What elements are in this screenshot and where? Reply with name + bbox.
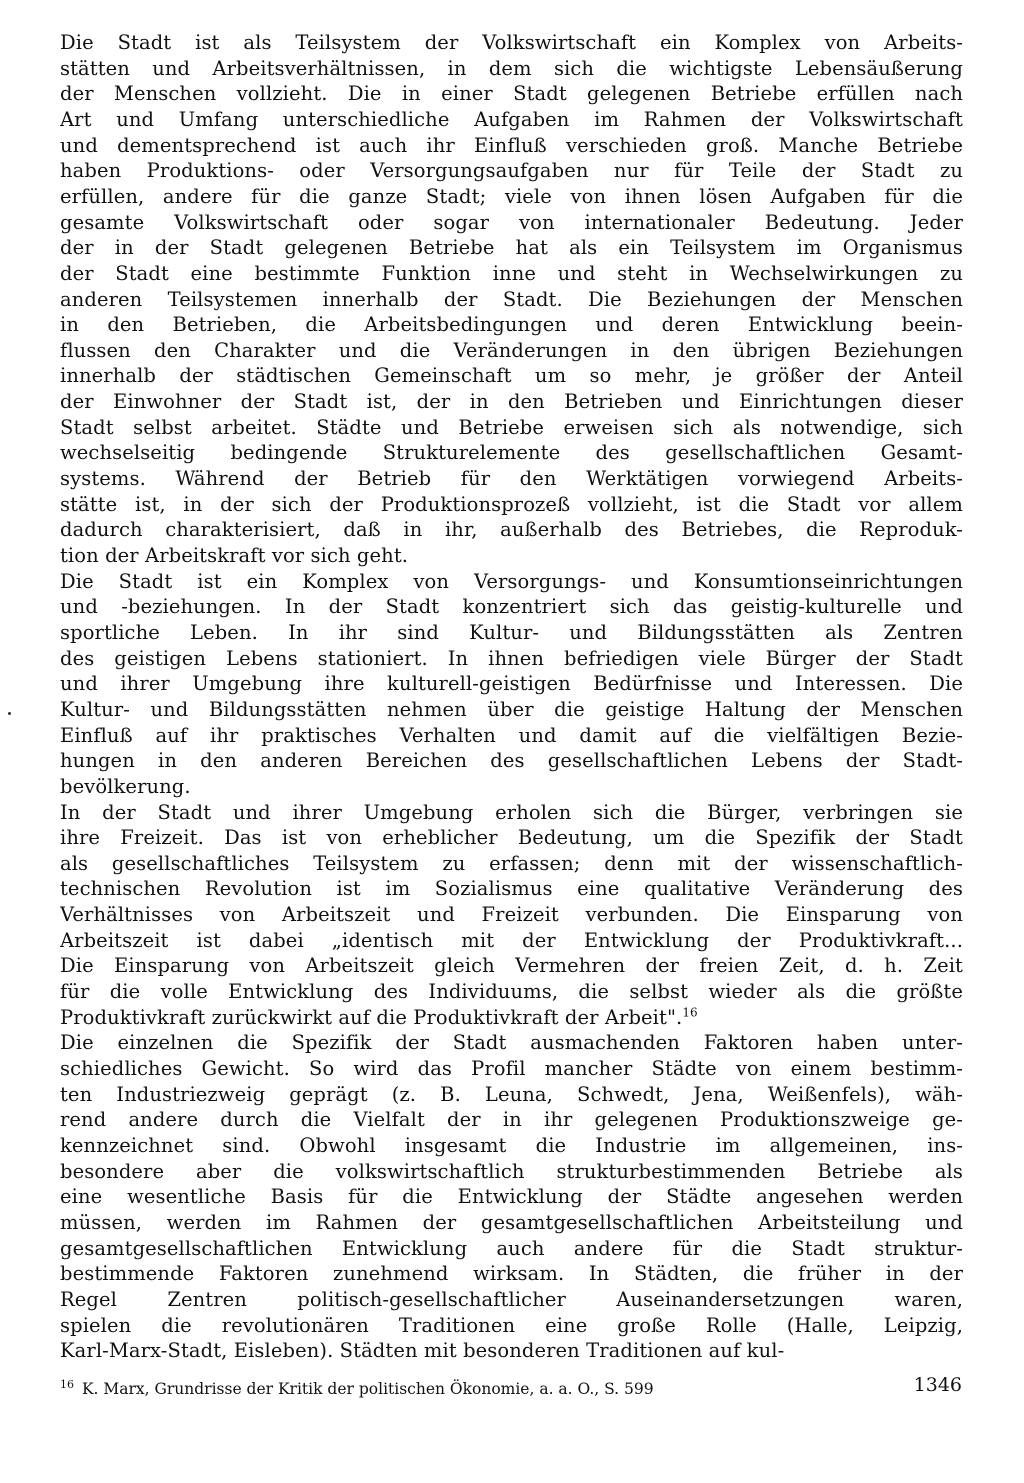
text-line: [60, 1287, 963, 1313]
text-line-content: erfüllen, andere für die ganze Stadt; viele von ihnen lösen Aufgaben für die: [60, 184, 963, 208]
text-line: [60, 953, 963, 979]
footnote: [60, 1378, 820, 1400]
text-line-content: Die Stadt ist als Teilsystem der Volkswirtschaft ein Komplex von Arbeits-: [60, 31, 963, 54]
text-line-content: des geistigen Lebens stationiert. In ihnen befriedigen viele Bürger der Stadt: [60, 646, 963, 670]
text-line-content: stätten und Arbeitsverhältnissen, in dem sich die wichtigste Lebensäußerung: [60, 56, 963, 80]
text-line: [60, 415, 963, 441]
text-line-content: spielen die revolutionären Traditionen eine große Rolle (Halle, Leipzig,: [60, 1313, 963, 1337]
text-line-content: in den Betrieben, die Arbeitsbedingungen und deren Entwicklung beein-: [60, 313, 963, 337]
text-line: [60, 338, 963, 364]
text-line-content: der Menschen vollzieht. Die in einer Stadt gelegenen Betriebe erfüllen nach: [60, 82, 963, 106]
text-line: [60, 928, 963, 954]
text-line: [60, 210, 963, 236]
text-line-content: Kultur- und Bildungsstätten nehmen über die geistige Haltung der Menschen: [60, 697, 963, 721]
footnote-reference: 16: [682, 1005, 698, 1020]
text-line-content: Die Stadt ist ein Komplex von Versorgungs- und Konsumtionseinrichtungen: [60, 569, 963, 593]
text-line: [60, 312, 963, 338]
text-line-content: für die volle Entwicklung des Individuums, die selbst wieder als die größte: [60, 980, 963, 1004]
text-line-content: und -beziehungen. In der Stadt konzentriert sich das geistig-kulturelle und: [60, 595, 963, 619]
text-line-content: tion der Arbeitskraft vor sich geht.: [60, 544, 409, 567]
text-line: [60, 620, 963, 646]
text-line-content: innerhalb der städtischen Gemeinschaft um so mehr, je größer der Anteil: [60, 364, 963, 388]
text-line-content: technischen Revolution ist im Sozialismus eine qualitative Veränderung des: [60, 877, 963, 901]
text-line: [60, 671, 963, 697]
text-line-content: Einfluß auf ihr praktisches Verhalten und damit auf die vielfältigen Bezie-: [60, 723, 963, 747]
text-line: [60, 825, 963, 851]
text-line-content: Produktivkraft zurückwirkt auf die Produktivkraft der Arbeit".: [60, 1005, 683, 1029]
text-line-content: gesamtgesellschaftlichen Entwicklung auch andere für die Stadt struktur-: [60, 1236, 963, 1260]
text-line-content: anderen Teilsystemen innerhalb der Stadt. Die Beziehungen der Menschen: [60, 287, 963, 311]
text-line: [60, 1236, 963, 1262]
text-line-content: stätte ist, in der sich der Produktionsprozeß vollzieht, ist die Stadt vor allem: [60, 492, 963, 516]
text-line: [60, 184, 963, 210]
text-line-content: als gesellschaftliches Teilsystem zu erfassen; denn mit der wissenschaftlich-: [60, 851, 963, 875]
text-line: [60, 723, 963, 749]
text-line: [60, 492, 963, 518]
text-line: [60, 235, 963, 261]
text-line-content: wechselseitig bedingende Strukturelemente des gesellschaftlichen Gesamt-: [60, 441, 963, 465]
text-line-content: müssen, werden im Rahmen der gesamtgesellschaftlichen Arbeitsteilung und: [60, 1210, 963, 1234]
text-line: [60, 133, 963, 159]
text-line: [60, 363, 963, 389]
footnote-text: K. Marx, Grundrisse der Kritik der politischen Ökonomie, a. a. O., S. 599: [81, 1380, 654, 1398]
text-line-content: und dementsprechend ist auch ihr Einfluß verschieden groß. Manche Betriebe: [60, 133, 963, 157]
text-line-content: besondere aber die volkswirtschaftlich strukturbestimmenden Betriebe als: [60, 1159, 963, 1183]
text-line-content: systems. Während der Betrieb für den Werktätigen vorwiegend Arbeits-: [60, 467, 963, 491]
text-line-content: Regel Zentren politisch-gesellschaftlicher Auseinandersetzungen waren,: [60, 1287, 963, 1311]
page-number: 1346: [913, 1374, 962, 1396]
text-line: [60, 517, 963, 543]
text-line: [60, 543, 963, 569]
text-line-content: ten Industriezweig geprägt (z. B. Leuna, Schwedt, Jena, Weißenfels), wäh-: [60, 1082, 963, 1106]
text-line: [60, 1133, 963, 1159]
text-line: [60, 569, 963, 595]
text-line-content: Stadt selbst arbeitet. Städte und Betriebe erweisen sich als notwendige, sich: [60, 415, 963, 439]
text-line-content: bestimmende Faktoren zunehmend wirksam. In Städten, die früher in der: [60, 1262, 963, 1286]
text-line-content: Verhältnisses von Arbeitszeit und Freizeit verbunden. Die Einsparung von: [60, 903, 963, 927]
text-line-content: schiedliches Gewicht. So wird das Profil mancher Städte von einem bestimm-: [60, 1057, 963, 1080]
text-line-content: der Stadt eine bestimmte Funktion inne und steht in Wechselwirkungen zu: [60, 261, 963, 285]
text-line-content: hungen in den anderen Bereichen des gesellschaftlichen Lebens der Stadt-: [60, 749, 963, 773]
text-line: [60, 1184, 963, 1210]
text-line: [60, 287, 963, 313]
text-line: [60, 851, 963, 877]
text-line: [60, 748, 963, 774]
text-line: [60, 261, 963, 287]
text-line-content: der Einwohner der Stadt ist, der in den Betrieben und Einrichtungen dieser: [60, 390, 963, 414]
text-line-content: und ihrer Umgebung ihre kulturell-geistigen Bedürfnisse und Interessen. Die: [60, 672, 963, 696]
text-line-content: dadurch charakterisiert, daß in ihr, außerhalb des Betriebes, die Reproduk-: [60, 518, 963, 542]
text-line: [60, 158, 963, 184]
text-line-content: Die Einsparung von Arbeitszeit gleich Vermehren der freien Zeit, d. h. Zeit: [60, 954, 963, 978]
text-line: [60, 800, 963, 826]
text-line: [60, 1210, 963, 1236]
footnote-number: 16: [60, 1377, 74, 1391]
text-line-content: Karl-Marx-Stadt, Eisleben). Städten mit besonderen Traditionen auf kul-: [60, 1339, 785, 1363]
text-line-content: haben Produktions- oder Versorgungsaufgaben nur für Teile der Stadt zu: [60, 159, 963, 183]
text-line: [60, 389, 963, 415]
text-line: [60, 440, 963, 466]
text-line-content: sportliche Leben. In ihr sind Kultur- und Bildungsstätten als Zentren: [60, 620, 963, 644]
text-line: [60, 902, 963, 928]
text-line-content: kennzeichnet sind. Obwohl insgesamt die Industrie im allgemeinen, ins-: [60, 1133, 963, 1157]
text-line: [60, 1313, 963, 1339]
text-line: [60, 646, 963, 672]
text-line-content: eine wesentliche Basis für die Entwicklung der Städte angesehen werden: [60, 1185, 963, 1209]
text-line-content: In der Stadt und ihrer Umgebung erholen sich die Bürger, verbringen sie: [60, 800, 963, 824]
text-line: [60, 1082, 963, 1108]
text-line: [60, 1005, 963, 1031]
text-line: [60, 1338, 963, 1364]
text-line: [60, 1107, 963, 1133]
text-line: [60, 876, 963, 902]
text-line: [60, 697, 963, 723]
text-line: [60, 56, 963, 82]
text-line-content: rend andere durch die Vielfalt der in ihr gelegenen Produktionszweige ge-: [60, 1108, 963, 1132]
text-line-content: der in der Stadt gelegenen Betriebe hat als ein Teilsystem im Organismus: [60, 236, 963, 260]
text-line-content: bevölkerung.: [60, 774, 191, 798]
text-line: [60, 979, 963, 1005]
text-line-content: Die einzelnen die Spezifik der Stadt ausmachenden Faktoren haben unter-: [60, 1031, 963, 1055]
text-line: [60, 1030, 963, 1056]
text-line: [60, 1159, 963, 1185]
text-line: [60, 81, 963, 107]
text-line-content: gesamte Volkswirtschaft oder sogar von internationaler Bedeutung. Jeder: [60, 210, 963, 234]
text-line-content: flussen den Charakter und die Veränderungen in den übrigen Beziehungen: [60, 338, 963, 362]
text-line: [60, 30, 963, 56]
text-line: [60, 107, 963, 133]
margin-mark: [8, 712, 11, 715]
text-line-content: ihre Freizeit. Das ist von erheblicher Bedeutung, um die Spezifik der Stadt: [60, 826, 963, 850]
text-line: [60, 1261, 963, 1287]
text-line: [60, 466, 963, 492]
text-line: [60, 1056, 963, 1082]
text-line: [60, 774, 963, 800]
text-line-content: Art und Umfang unterschiedliche Aufgaben im Rahmen der Volkswirtschaft: [60, 107, 963, 131]
text-line-content: Arbeitszeit ist dabei „identisch mit der Entwicklung der Produktivkraft...: [60, 928, 963, 952]
text-line: [60, 594, 963, 620]
